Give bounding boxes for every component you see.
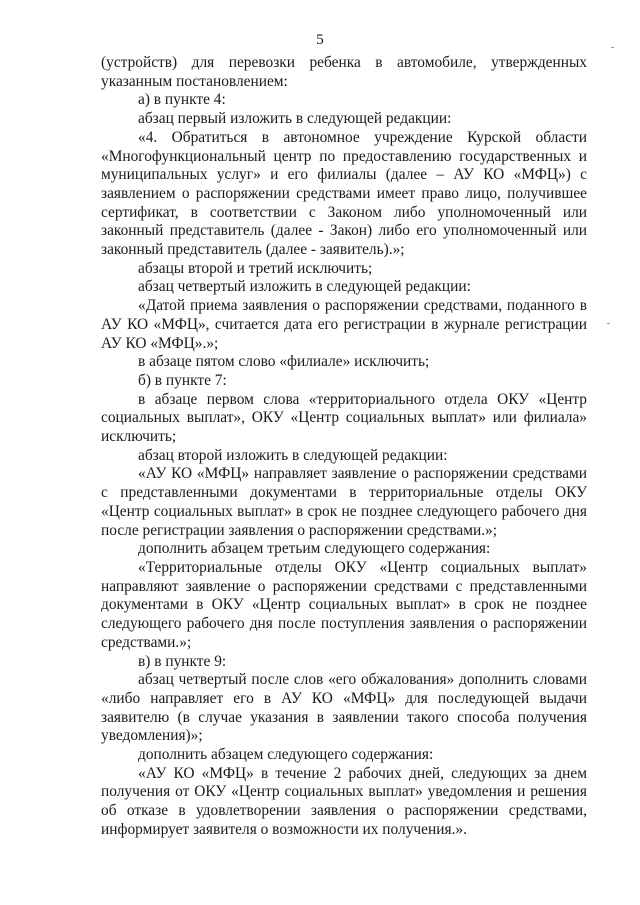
document-body	[101, 54, 587, 840]
paragraph: абзац второй изложить в следующей редакции:	[138, 446, 448, 464]
paragraph-quote: «Датой приема заявления о распоряжении средствами, поданного в АУ КО «МФЦ», считается дата его регистрации в журнале регистрации АУ КО «МФЦ».»;	[101, 297, 587, 352]
paragraph: абзац четвертый изложить в следующей редакции:	[138, 278, 471, 296]
paragraph-quote: «АУ КО «МФЦ» в течение 2 рабочих дней, следующих за днем получения от ОКУ «Центр социальных выплат» уведомления и решения об отказе в удовлетворении заявления о распоряжении средствами, информирует заявителя о возможности их получения.».	[101, 764, 587, 838]
paragraph-item-b: б) в пункте 7:	[138, 371, 227, 389]
page-number: 5	[316, 32, 324, 48]
paragraph: абзац четвертый после слов «его обжалования» дополнить словами «либо направляет его в АУ КО «МФЦ» для последующей выдачи заявителю (в случае указания в заявлении такого способа получения уведомления)»;	[101, 671, 587, 745]
scan-speck	[607, 323, 610, 324]
paragraph: дополнить абзацем третьим следующего содержания:	[138, 540, 491, 558]
paragraph: абзацы второй и третий исключить;	[138, 259, 373, 277]
paragraph: абзац первый изложить в следующей редакции:	[138, 110, 452, 128]
paragraph-item-c: в) в пункте 9:	[138, 652, 227, 670]
paragraph-quote: «Территориальные отделы ОКУ «Центр социальных выплат» направляют заявление о распоряжении средствами с представленными документами в ОКУ «Центр социальных выплат» в срок не позднее следующего рабочего дня после поступления заявления о распоряжении средствами.»;	[101, 558, 587, 651]
paragraph: в абзаце первом слова «территориального отдела ОКУ «Центр социальных выплат», ОКУ «Центр социальных выплат» или филиала» исключить;	[101, 390, 587, 446]
paragraph: в абзаце пятом слово «филиале» исключить;	[138, 353, 430, 371]
paragraph-quote: «АУ КО «МФЦ» направляет заявление о распоряжении средствами с представленными документами в территориальные отделы ОКУ «Центр социальных выплат» в срок не позднее следующего рабочего дня после регистрации заявления о распоряжении средствами.»;	[101, 465, 587, 539]
paragraph-continuation: (устройств) для перевозки ребенка в автомобиле, утвержденных указанным постановлением:	[101, 54, 587, 90]
scan-speck	[611, 47, 614, 48]
paragraph-quote: «4. Обратиться в автономное учреждение Курской области «Многофункциональный центр по предоставлению государственных и муниципальных услуг» и его филиалы (далее – АУ КО «МФЦ») с заявлением о распоряжении средствами имеет право лицо, получившее сертификат, в соответствии с Законом либо уполномоченный или законный представитель (далее - Закон) либо его уполномоченный или законный представитель (далее - заявитель).»;	[101, 128, 587, 259]
paragraph: дополнить абзацем следующего содержания:	[138, 746, 434, 764]
paragraph-item-a: а) в пункте 4:	[138, 91, 226, 109]
